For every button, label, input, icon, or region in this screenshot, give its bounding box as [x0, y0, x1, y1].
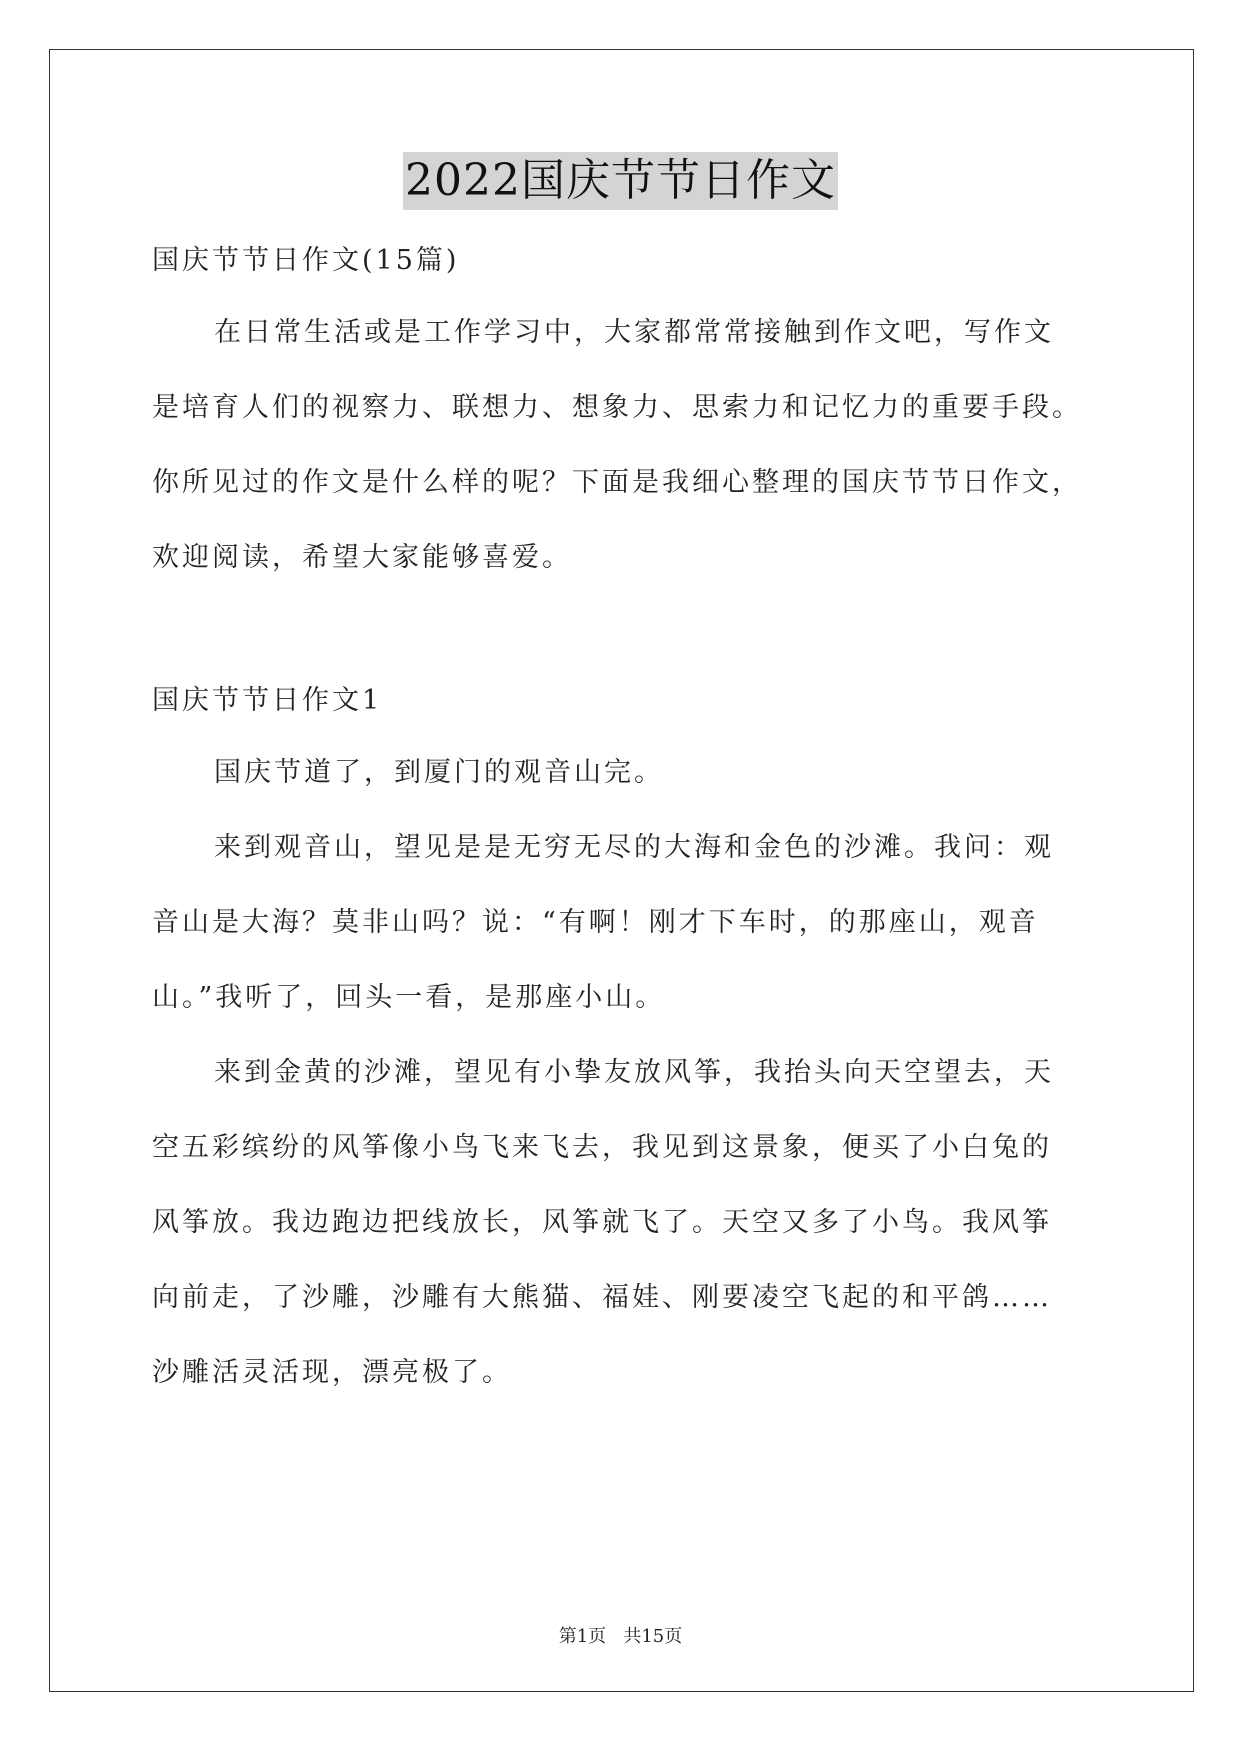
paragraph-2-line-1: 来到观音山，望见是是无穷无尽的大海和金色的沙滩。我问：观	[214, 832, 1054, 863]
intro-line-2: 是培育人们的视察力、联想力、想象力、思索力和记忆力的重要手段。	[152, 392, 1082, 423]
paragraph-2-line-2: 音山是大海？莫非山吗？说：“有啊！刚才下车时，的那座山，观音	[152, 907, 1039, 938]
document-title: 2022国庆节节日作文	[403, 152, 838, 210]
page-footer: 第1页 共15页	[558, 1626, 683, 1647]
document-subtitle: 国庆节节日作文(15篇)	[152, 245, 460, 276]
paragraph-3-line-2: 空五彩缤纷的风筝像小鸟飞来飞去，我见到这景象，便买了小白兔的	[152, 1132, 1052, 1163]
title-container	[0, 152, 1241, 210]
paragraph-3-line-4: 向前走，了沙雕，沙雕有大熊猫、福娃、刚要凌空飞起的和平鸽……	[152, 1282, 1052, 1313]
paragraph-1-line-1: 国庆节道了，到厦门的观音山完。	[214, 757, 664, 788]
paragraph-2-line-3: 山。”我听了，回头一看，是那座小山。	[152, 982, 666, 1013]
intro-line-4: 欢迎阅读，希望大家能够喜爱。	[152, 542, 572, 573]
paragraph-3-line-1: 来到金黄的沙滩，望见有小挚友放风筝，我抬头向天空望去，天	[214, 1057, 1054, 1088]
intro-line-1: 在日常生活或是工作学习中，大家都常常接触到作文吧，写作文	[214, 317, 1054, 348]
paragraph-3-line-3: 风筝放。我边跑边把线放长，风筝就飞了。天空又多了小鸟。我风筝	[152, 1207, 1052, 1238]
page-border	[49, 49, 1194, 1692]
section-heading: 国庆节节日作文1	[152, 685, 383, 716]
intro-line-3: 你所见过的作文是什么样的呢？下面是我细心整理的国庆节节日作文，	[152, 467, 1082, 498]
paragraph-3-line-5: 沙雕活灵活现，漂亮极了。	[152, 1357, 512, 1388]
